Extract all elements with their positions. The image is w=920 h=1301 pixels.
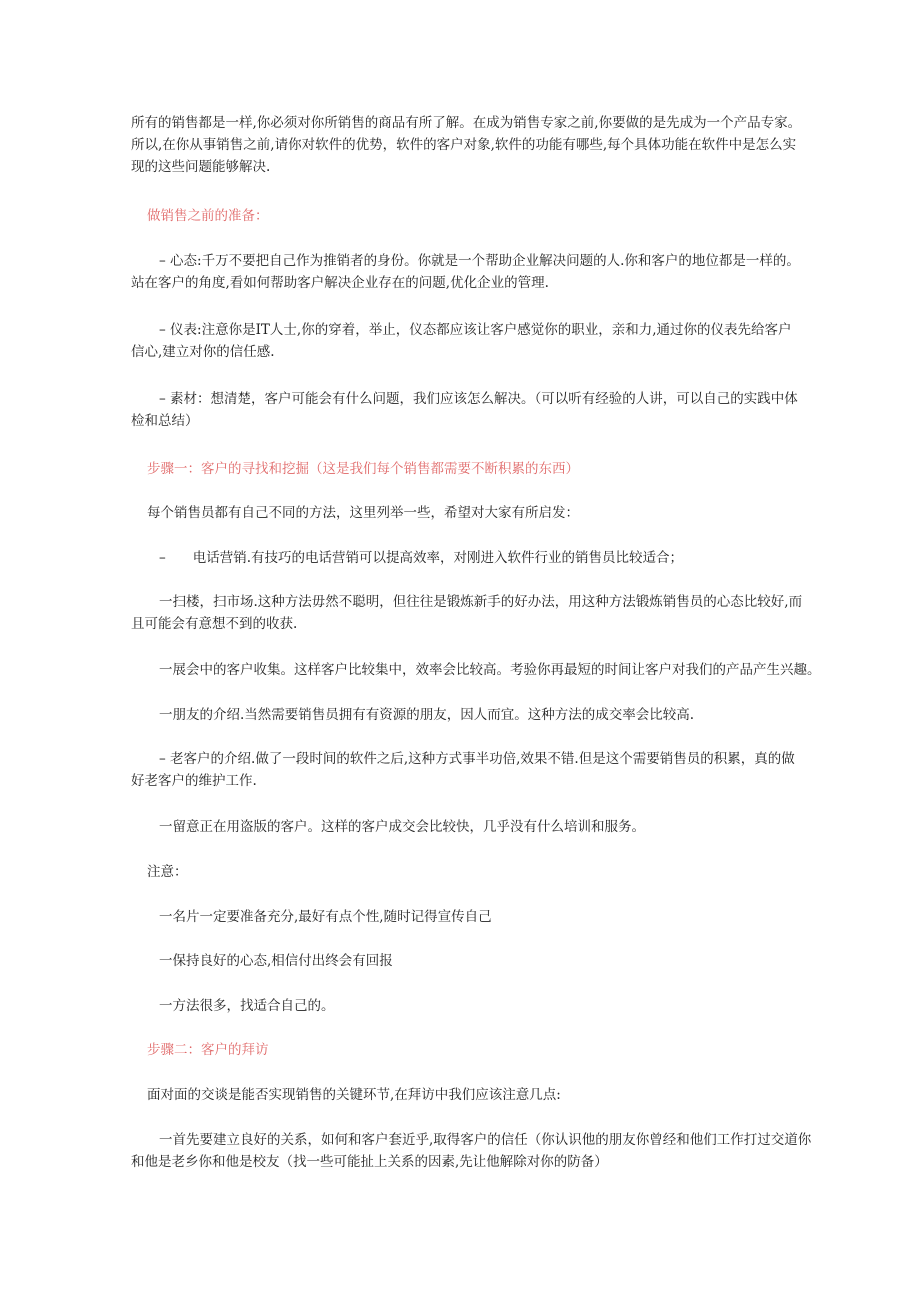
intro-paragraph	[131, 112, 806, 178]
text-line: 且可能会有意想不到的收获.	[131, 616, 298, 632]
text-line: 检和总结）	[131, 413, 199, 429]
section-heading	[147, 205, 822, 227]
text-line: 一首先要建立良好的关系，如何和客户套近乎,取得客户的信任（你认识他的朋友你曾经和他们工作打过交道你	[159, 1132, 812, 1148]
text-line: 一留意正在用盗版的客户。这样的客户成交会比较快，几乎没有什么培训和服务。	[159, 819, 645, 835]
method-sweep	[131, 591, 806, 635]
list-item-mindset	[131, 250, 806, 294]
visit-intro	[147, 1084, 822, 1106]
method-friends	[159, 704, 834, 726]
heading-text: 步骤一：客户的寻找和挖掘（这是我们每个销售都需要不断积累的东西）	[147, 461, 579, 477]
step-two-heading	[147, 1039, 822, 1061]
text-line: 一展会中的客户收集。这样客户比较集中，效率会比较高。考验你再最短的时间让客户对我们的产品产生兴趣。	[159, 662, 821, 678]
text-line: 站在客户的角度,看如何帮助客户解决企业存在的问题,优化企业的管理.	[131, 275, 549, 291]
text-line: 面对面的交谈是能否实现销售的关键环节,在拜访中我们应该注意几点:	[147, 1087, 561, 1103]
method-old-clients	[131, 748, 806, 792]
method-phone	[159, 547, 834, 569]
text-line: 一名片一定要准备充分,最好有点个性,随时记得宣传自己	[159, 909, 492, 925]
text-line: – 仪表:注意你是IT人士,你的穿着，举止，仪态都应该让客户感觉你的职业，亲和力,通过你的仪表先给客户	[159, 322, 792, 338]
heading-text: 做销售之前的准备：	[147, 208, 269, 224]
text-line: 和他是老乡你和他是校友（找一些可能扯上关系的因素,先让他解除对你的防备）	[131, 1154, 608, 1170]
heading-text: 步骤二：客户的拜访	[147, 1042, 269, 1058]
text-line: – 心态:千万不要把自己作为推销者的身份。你就是一个帮助企业解决问题的人.你和客户的地位都是一样的。	[159, 253, 800, 269]
methods-intro	[147, 502, 822, 524]
text-line: 注意：	[147, 864, 188, 880]
text-line: 一扫楼，扫市场.这种方法毋然不聪明，但往往是锻炼新手的好办法，用这种方法锻炼销售员的心态比较好,而	[159, 594, 803, 610]
method-expo	[159, 659, 834, 681]
text-line: 好老客户的维护工作.	[131, 773, 257, 789]
text-line: – 电话营销.有技巧的电话营销可以提高效率，对刚进入软件行业的销售员比较适合；	[159, 550, 684, 566]
text-line: 一朋友的介绍.当然需要销售员拥有有资源的朋友，因人而宜。这种方法的成交率会比较高.	[159, 707, 695, 723]
method-piracy	[159, 816, 834, 838]
text-line: 所以,在你从事销售之前,请你对软件的优势，软件的客户对象,软件的功能有哪些,每个具体功能在软件中是怎么实	[131, 137, 797, 153]
note-attitude	[159, 950, 834, 972]
text-line: 一方法很多，找适合自己的。	[159, 998, 335, 1014]
note-label	[147, 861, 822, 883]
text-line: – 老客户的介绍.做了一段时间的软件之后,这种方式事半功倍,效果不错.但是这个需要销售员的积累，真的做	[159, 751, 795, 767]
list-item-appearance	[131, 319, 806, 363]
note-methods	[159, 995, 834, 1017]
text-line: – 素材：想清楚，客户可能会有什么问题，我们应该怎么解决。（可以听有经验的人讲，可以自己的实践中体	[159, 391, 798, 407]
text-line: 每个销售员都有自己不同的方法，这里列举一些，希望对大家有所启发：	[147, 505, 579, 521]
text-line: 现的这些问题能够解决.	[131, 159, 271, 175]
step-one-heading	[147, 458, 822, 480]
list-item-material	[131, 388, 806, 432]
note-card	[159, 906, 834, 928]
visit-relationship	[131, 1129, 812, 1173]
text-line: 一保持良好的心态,相信付出终会有回报	[159, 953, 393, 969]
text-line: 所有的销售都是一样,你必须对你所销售的商品有所了解。在成为销售专家之前,你要做的是先成为一个产品专家。	[131, 115, 802, 131]
text-line: 信心,建立对你的信任感.	[131, 344, 275, 360]
